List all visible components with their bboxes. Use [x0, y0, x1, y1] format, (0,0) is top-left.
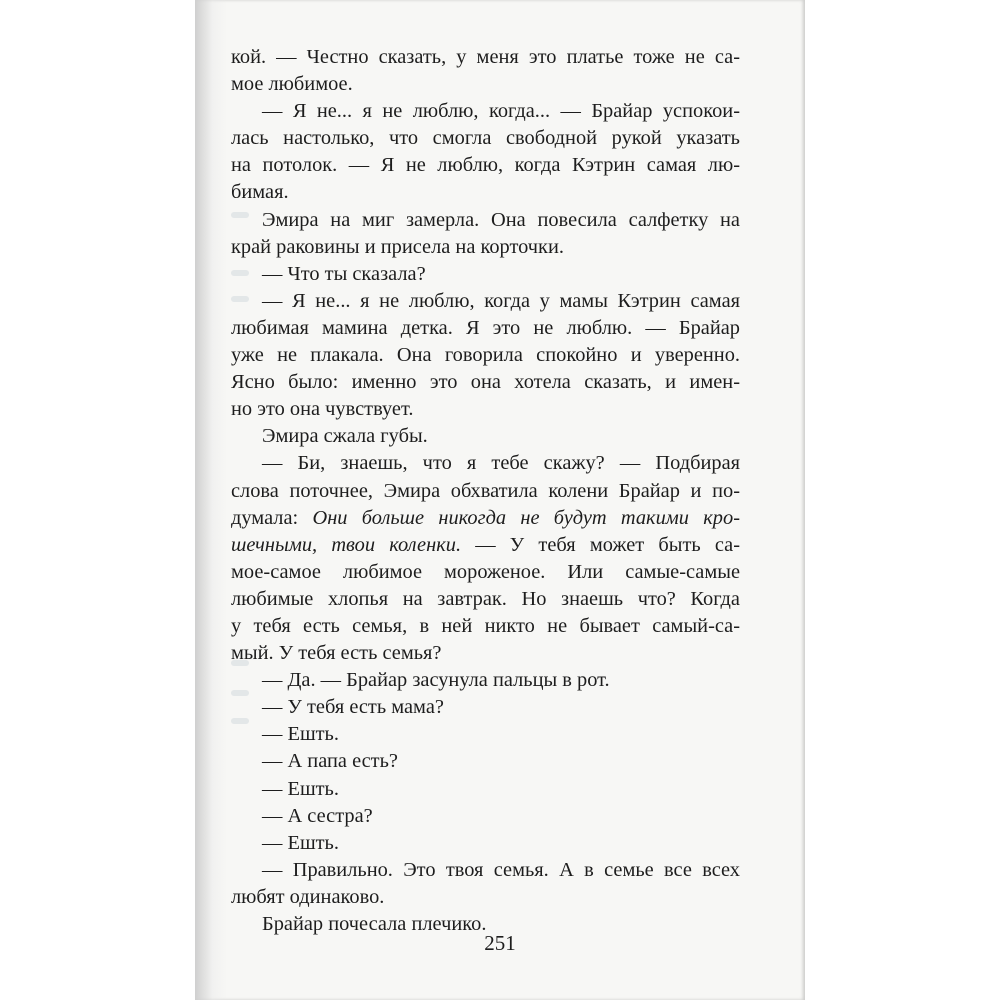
italic-text: Они больше никогда не будут такими кро-	[312, 506, 740, 529]
text-line	[231, 884, 740, 911]
text-line	[231, 857, 740, 884]
text-segment: — А папа есть?	[262, 750, 398, 773]
text-segment: — У тебя может быть са-	[461, 533, 740, 556]
text-line	[231, 288, 740, 315]
text-line	[231, 586, 740, 613]
text-segment: мое-самое любимое мороженое. Или самые-самые	[231, 560, 740, 583]
body-text	[231, 44, 740, 938]
text-line	[231, 505, 740, 532]
text-line	[231, 261, 740, 288]
text-segment: любимые хлопья на завтрак. Но знаешь что? Когда	[231, 587, 740, 610]
text-line	[231, 721, 740, 748]
text-line	[231, 776, 740, 803]
text-segment: — А сестра?	[262, 804, 373, 827]
text-line	[231, 559, 740, 586]
text-line	[231, 803, 740, 830]
text-line	[231, 640, 740, 667]
text-segment: — Да. — Брайар засунула пальцы в рот.	[262, 669, 610, 692]
page-number: 251	[484, 931, 516, 955]
text-line	[231, 667, 740, 694]
text-segment: кой. — Честно сказать, у меня это платье тоже не са-	[231, 46, 740, 68]
text-segment: бимая.	[231, 181, 289, 204]
text-segment: слова поточнее, Эмира обхватила колени Брайар и по-	[231, 479, 740, 502]
text-line	[231, 450, 740, 477]
text-segment: у тебя есть семья, в ней никто не бывает самый-са-	[231, 614, 740, 637]
text-line	[231, 342, 740, 369]
text-segment: — Я не... я не люблю, когда... — Брайар успокои-	[262, 100, 740, 123]
text-segment: уже не плакала. Она говорила спокойно и уверенно.	[231, 344, 740, 367]
text-line	[231, 396, 740, 423]
text-line	[231, 152, 740, 179]
text-segment: мый. У тебя есть семья?	[231, 642, 442, 665]
text-line	[231, 478, 740, 505]
text-line	[231, 830, 740, 857]
text-segment: — Ешть.	[262, 777, 339, 800]
text-segment: Ясно было: именно это она хотела сказать, и имен-	[231, 371, 740, 394]
text-line	[231, 234, 740, 261]
text-segment: на потолок. — Я не люблю, когда Кэтрин самая лю-	[231, 154, 740, 177]
text-line	[231, 369, 740, 396]
text-line	[231, 315, 740, 342]
text-line	[231, 125, 740, 152]
spine-shadow	[195, 0, 227, 1000]
text-line	[231, 613, 740, 640]
text-line	[231, 207, 740, 234]
text-line	[231, 44, 740, 71]
text-segment: но это она чувствует.	[231, 398, 414, 421]
text-segment: — Правильно. Это твоя семья. А в семье все всех	[262, 858, 740, 881]
text-line	[231, 532, 740, 559]
text-line	[231, 694, 740, 721]
text-segment: мое любимое.	[231, 73, 353, 96]
text-segment: — Что ты сказала?	[262, 262, 426, 285]
text-line	[231, 748, 740, 775]
text-segment: любят одинаково.	[231, 885, 385, 908]
text-segment: думала:	[231, 506, 313, 529]
text-line	[231, 179, 740, 206]
text-segment: — Ешть.	[262, 831, 339, 854]
italic-text: шечными, твои коленки.	[231, 533, 462, 556]
text-segment: — Би, знаешь, что я тебе скажу? — Подбирая	[262, 452, 740, 475]
text-segment: Брайар почесала плечико.	[262, 913, 487, 935]
text-segment: — Ешть.	[262, 723, 339, 746]
text-segment: — У тебя есть мама?	[262, 696, 444, 719]
text-segment: край раковины и присела на корточки.	[231, 235, 564, 258]
text-line	[231, 98, 740, 125]
text-line	[231, 423, 740, 450]
text-segment: — Я не... я не люблю, когда у мамы Кэтрин самая	[262, 289, 740, 312]
text-segment: Эмира сжала губы.	[262, 425, 428, 448]
text-line	[231, 71, 740, 98]
text-segment: любимая мамина детка. Я это не люблю. — Брайар	[231, 316, 740, 339]
text-segment: лась настолько, что смогла свободной рукой указать	[231, 127, 740, 150]
text-segment: Эмира на миг замерла. Она повесила салфетку на	[262, 208, 740, 231]
